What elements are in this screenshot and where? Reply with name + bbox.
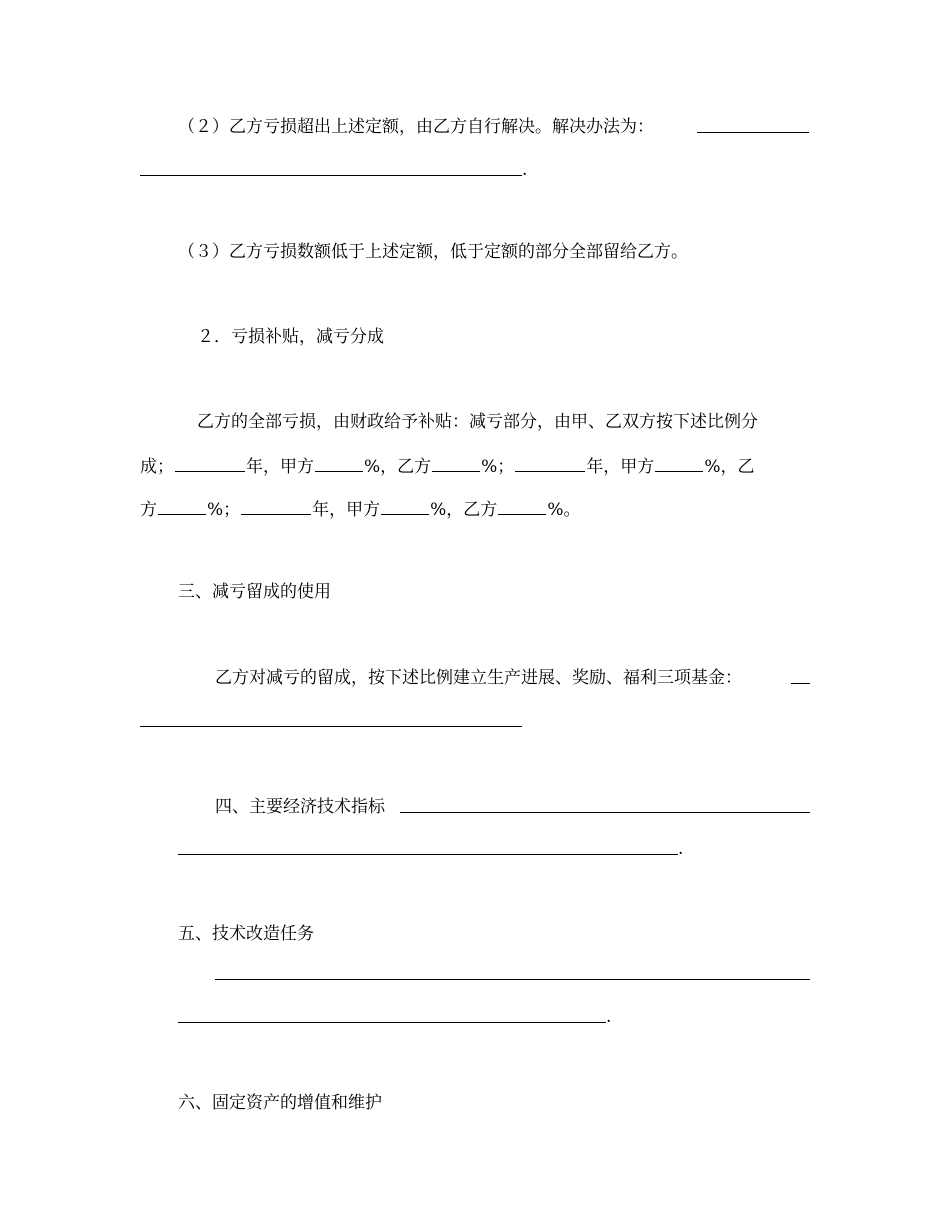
end-mark: . [606, 1007, 612, 1027]
section-2-line-3 [140, 498, 580, 520]
section-2-heading: ２．亏损补贴，减亏分成 [197, 327, 384, 347]
section-4-heading: 四、主要经济技术指标 [215, 797, 385, 817]
text-fragment: 方 [140, 500, 157, 520]
section-5-heading: 五、技术改造任务 [178, 924, 314, 944]
text-fragment: 成； [140, 457, 174, 477]
text-fragment: %； [481, 457, 515, 477]
section-2-line-2 [140, 455, 754, 477]
fill-blank-percent[interactable] [315, 455, 363, 472]
fill-blank-year[interactable] [241, 498, 311, 515]
section-3-heading: 三、减亏留成的使用 [178, 582, 331, 602]
fill-blank-percent[interactable] [498, 498, 546, 515]
fill-blank-line[interactable] [791, 683, 810, 684]
text-fragment: %，乙方 [364, 457, 432, 477]
fill-blank-line[interactable] [140, 726, 522, 727]
fill-blank-line[interactable] [178, 1022, 606, 1023]
fill-blank-percent[interactable] [381, 498, 429, 515]
section-6-heading: 六、固定资产的增值和维护 [178, 1093, 382, 1113]
text-fragment: %。 [547, 500, 581, 520]
text-fragment: 年，甲方 [312, 500, 381, 520]
fill-blank-percent[interactable] [158, 498, 206, 515]
fill-blank-percent[interactable] [655, 455, 703, 472]
fill-blank-line[interactable] [140, 175, 522, 176]
section-3-body: 乙方对减亏的留成，按下述比例建立生产进展、奖励、福利三项基金： [215, 668, 742, 688]
text-fragment: %，乙方 [430, 500, 498, 520]
text-fragment: 年，甲方 [246, 457, 314, 477]
fill-blank-year[interactable] [515, 455, 585, 472]
text-fragment: 年，甲方 [586, 457, 655, 477]
fill-blank-line[interactable] [697, 132, 809, 133]
fill-blank-percent[interactable] [432, 455, 480, 472]
end-mark: . [678, 839, 684, 859]
section-2-line-1: 乙方的全部亏损，由财政给予补贴：减亏部分，由甲、乙双方按下述比例分 [197, 412, 758, 432]
fill-blank-line[interactable] [400, 812, 810, 813]
text-fragment: %； [207, 500, 241, 520]
fill-blank-year[interactable] [175, 455, 245, 472]
clause-3-text: （３）乙方亏损数额低于上述定额，低于定额的部分全部留给乙方。 [178, 242, 688, 262]
fill-blank-line[interactable] [178, 854, 678, 855]
fill-blank-line[interactable] [215, 979, 810, 980]
clause-2-text: （２）乙方亏损超出上述定额，由乙方自行解决。解决办法为： [178, 117, 654, 137]
text-fragment: %，乙 [704, 457, 755, 477]
end-mark: . [522, 160, 528, 180]
